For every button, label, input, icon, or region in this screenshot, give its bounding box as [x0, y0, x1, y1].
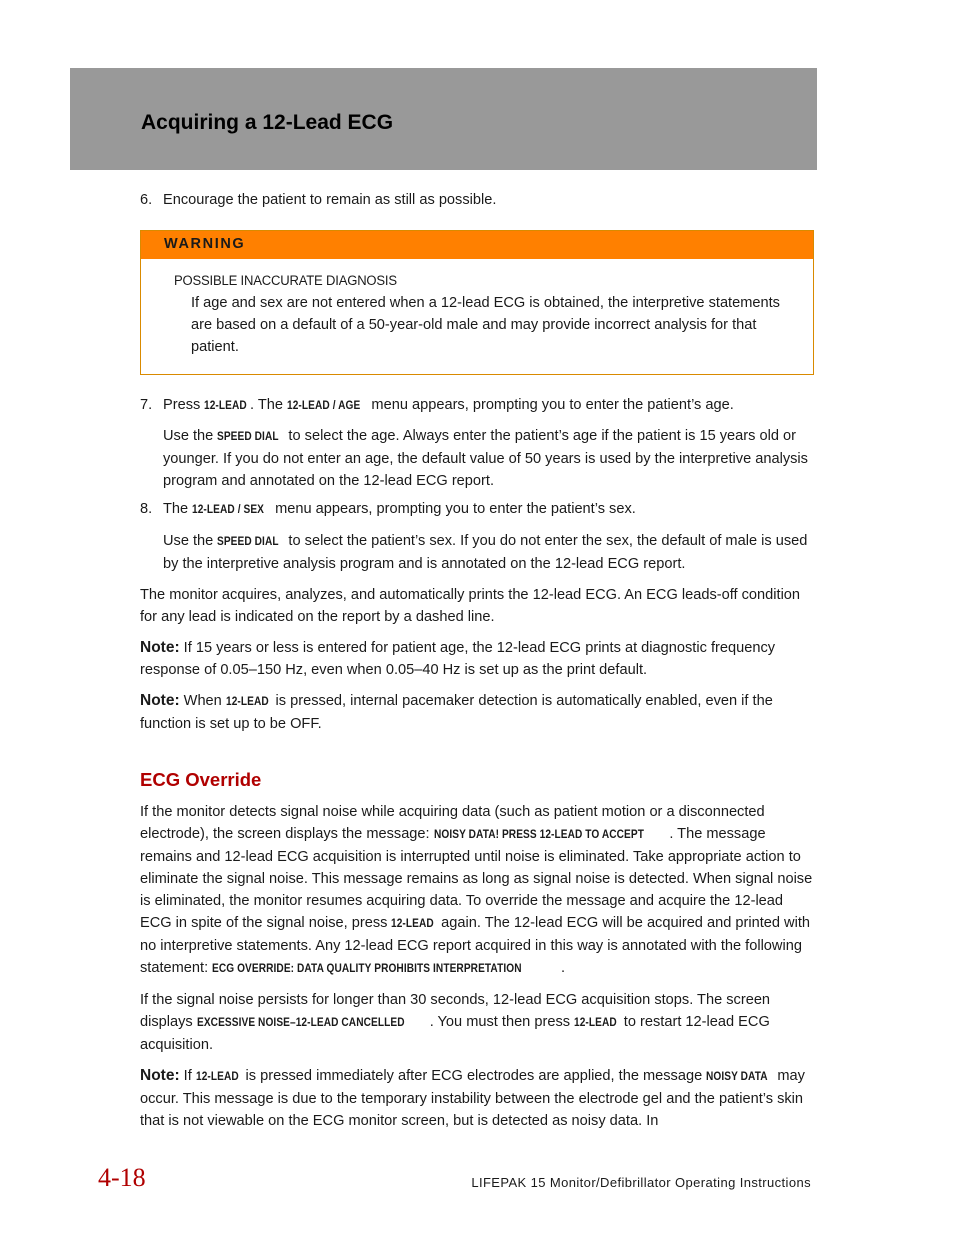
text-run: is pressed, internal pacemaker detection is automatically enabled, even if the function is set up to be OFF. — [140, 693, 773, 732]
warning-subtitle: POSSIBLE INACCURATE DIAGNOSIS — [174, 273, 397, 289]
note-3 — [140, 1065, 816, 1132]
menu-label: 12-LEAD / SEX — [192, 504, 265, 516]
text-run: . The message remains and 12-lead ECG acquisition is interrupted until noise is eliminated. Take appropriate action to eliminate the signal noise. This message remains as long as signal noise is detected. When signal noise is eliminated, the monitor resumes acquiring data. To override the message and acquire the 12-lead ECG in spite of the signal noise, press — [140, 826, 813, 931]
warning-text: If age and sex are not entered when a 12-lead ECG is obtained, the interpretive statements are based on a default of a 50-year-old male and may provide incorrect analysis for that patient. — [191, 295, 780, 355]
text-run: menu appears, prompting you to enter the patient’s age. — [367, 397, 734, 413]
message-label: ECG OVERRIDE: DATA QUALITY PROHIBITS INTERPRETATION — [212, 963, 522, 975]
text-run: menu appears, prompting you to enter the patient’s sex. — [271, 501, 636, 517]
step-8-detail — [140, 530, 816, 575]
page-content — [140, 189, 816, 1132]
section-title: ECG Override — [140, 769, 262, 790]
menu-label: 12-LEAD / AGE — [287, 400, 361, 412]
text-run: may occur. This message is due to the temporary instability between the electrode gel and the patient’s skin that is not viewable on the ECG monitor screen, but is detected as noisy data. In — [140, 1068, 805, 1129]
footer-doc-title: LIFEPAK 15 Monitor/Defibrillator Operating Instructions — [471, 1175, 811, 1190]
step-6 — [140, 189, 816, 211]
step-7 — [140, 394, 816, 417]
paragraph-override-1 — [140, 801, 816, 980]
step-number: 6. — [140, 192, 153, 208]
key-label: 12-LEAD — [391, 918, 435, 930]
key-label: 12-LEAD — [225, 696, 269, 708]
note-1 — [140, 637, 816, 681]
text-run: If the monitor detects signal noise while acquiring data (such as patient motion or a disconnected electrode), the screen displays the message: — [140, 804, 765, 842]
step-text: Encourage the patient to remain as still as possible. — [163, 192, 497, 208]
warning-box — [140, 230, 814, 375]
text-run: to select the age. Always enter the patient’s age if the patient is 15 years old or younger. If you do not enter an age, the default value of 50 years is used by the interpretive analysis program and annotated on the 12-lead ECG report. — [163, 428, 808, 489]
step-number: 7. — [140, 397, 153, 413]
text-run: again. The 12-lead ECG will be acquired and printed with no interpretive statements. Any 12-lead ECG report acquired in this way is annotated with the following statement: — [140, 915, 811, 976]
text-run: Use the — [163, 533, 218, 549]
step-7-detail — [140, 425, 816, 492]
key-label: 12-LEAD — [204, 400, 248, 412]
message-label: NOISY DATA — [706, 1071, 768, 1083]
text-run: If 15 years or less is entered for patient age, the 12-lead ECG prints at diagnostic frequency response of 0.05–150 Hz, even when 0.05–40 Hz is set up as the print default. — [140, 640, 776, 678]
key-label: SPEED DIAL — [217, 431, 279, 443]
text-run: Use the — [163, 428, 218, 444]
text-run: If the signal noise persists for longer than 30 seconds, 12-lead ECG acquisition stops. The screen displays — [140, 992, 771, 1030]
message-label: EXCESSIVE NOISE–12-LEAD CANCELLED — [196, 1017, 405, 1029]
text-run: is pressed immediately after ECG electrodes are applied, the message — [241, 1068, 707, 1084]
text-run: to restart 12-lead ECG acquisition. — [140, 1014, 770, 1053]
key-label: SPEED DIAL — [217, 536, 279, 548]
text-run: Press — [163, 397, 205, 413]
text-run: . You must then press — [429, 1014, 575, 1030]
step-8 — [140, 498, 816, 521]
warning-label: WARNING — [141, 231, 813, 259]
note-2 — [140, 690, 816, 735]
page-number: 4-18 — [98, 1163, 146, 1192]
key-label: 12-LEAD — [195, 1071, 239, 1083]
key-label: 12-LEAD — [574, 1017, 617, 1029]
text-run: If — [179, 1068, 196, 1084]
text-run: . — [561, 960, 566, 976]
text-run: The — [163, 501, 193, 517]
message-label: NOISY DATA! PRESS 12-LEAD TO ACCEPT — [433, 829, 644, 841]
note-label: Note: — [140, 639, 180, 656]
note-label: Note: — [140, 1067, 180, 1084]
page-title: Acquiring a 12-Lead ECG — [141, 111, 394, 134]
text-run: When — [179, 693, 226, 709]
warning-body — [141, 259, 813, 374]
paragraph-override-2 — [140, 989, 816, 1056]
text-run: to select the patient’s sex. If you do not enter the sex, the default of male is used by the interpretive analysis program and is annotated on the 12-lead ECG report. — [163, 533, 808, 572]
text-run: . The — [250, 397, 288, 413]
paragraph-acquire: The monitor acquires, analyzes, and automatically prints the 12-lead ECG. An ECG leads-off condition for any lead is indicated on the report by a dashed line. — [140, 587, 801, 625]
step-number: 8. — [140, 501, 153, 517]
note-label: Note: — [140, 692, 180, 709]
